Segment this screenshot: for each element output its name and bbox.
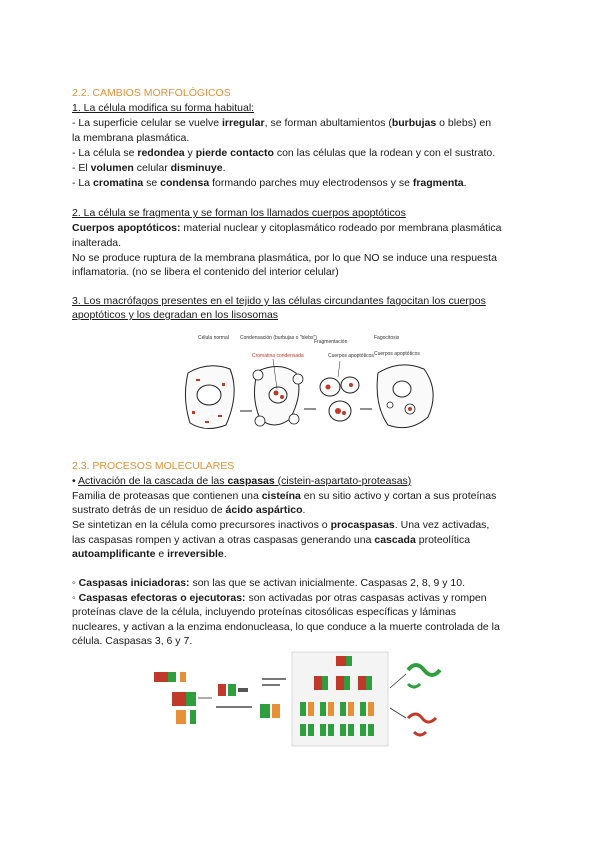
prodomain-block (154, 672, 168, 682)
bullet-irregular: - La superficie celular se vuelve irregular, se forman abultamientos (burbujas o blebs) en (72, 117, 492, 129)
caspase-cascade-figure (150, 648, 448, 750)
item2-line2: inalterada. (72, 237, 122, 249)
apoptosis-morphology-figure (178, 333, 450, 438)
item2-line4: inflamatoria. (no se libera el contenido del interior celular) (72, 266, 339, 278)
normal-cell-drawing (185, 366, 234, 429)
label-condensation: Condensación (burbujas o "blebs") (240, 335, 317, 341)
substrate-cleavage-panel (390, 665, 440, 735)
phagocytosis-drawing (377, 365, 433, 428)
effector-caspases-line4: célula. Caspasas 3, 6 y 7. (72, 635, 193, 647)
family-line3: Se sintetizan en la célula como precursores inactivos o procaspasas. Una vez activadas, (72, 519, 490, 531)
family-line4: las caspasas rompen y activan a otras caspasas generando una cascada proteolítica (72, 534, 471, 546)
bullet-volume: - El volumen celular disminuye. (72, 162, 226, 174)
initiator-caspases: ◦ Caspasas iniciadoras: son las que se activan inicialmente. Caspasas 2, 8, 9 y 10. (72, 577, 466, 589)
item3-line1: 3. Los macrófagos presentes en el tejido y las células circundantes fagocitan los cuerpos (72, 295, 486, 307)
effector-caspases-line1: ◦ Caspasas efectoras o ejecutoras: son activadas por otras caspasas activas y rompen (72, 592, 487, 604)
item3-line2: apoptóticos y los degradan en los lisosomas (72, 309, 279, 321)
caspase-activation-heading: • Activación de la cascada de las caspasas (cistein-aspartato-proteasas) (72, 475, 412, 487)
fragmentation-drawing (320, 361, 359, 421)
label-phagocytosis: Fagocitosis (374, 335, 400, 341)
section-title-morphology: 2.2. CAMBIOS MORFOLÓGICOS (72, 87, 231, 99)
item1-heading: 1. La célula modifica su forma habitual: (72, 102, 255, 114)
label-apoptotic-bodies-1: Cuerpos apoptóticos (328, 353, 374, 359)
bullet-irregular-cont: la membrana plasmática. (72, 132, 190, 144)
label-condensed-chromatin: Cromatina condensada (252, 353, 304, 359)
label-apoptotic-bodies-2: Cuerpos apoptóticos (374, 351, 420, 357)
bullet-rounds: - La célula se redondea y pierde contacto con las células que la rodean y con el sustrato. (72, 147, 496, 159)
label-normal-cell: Célula normal (198, 335, 229, 341)
condensation-cell-drawing (253, 359, 303, 426)
family-line2: sustrato detrás de un residuo de ácido aspártico. (72, 504, 306, 516)
section-title-molecular: 2.3. PROCESOS MOLECULARES (72, 460, 235, 472)
family-line5: autoamplificante e irreversible. (72, 548, 227, 560)
family-line1: Familia de proteasas que contienen una cisteína en su sitio activo y cortan a sus proteínas (72, 490, 497, 502)
bullet-chromatin: - La cromatina se condensa formando parches muy electrodensos y se fragmenta. (72, 177, 467, 189)
effector-caspases-line3: nucleares, y activan a la enzima endonucleasa, lo que conduce a la muerte controlada de la (72, 621, 500, 633)
cascade-grid-panel (292, 652, 388, 746)
effector-caspases-line2: proteínas clave de la célula, incluyendo proteínas citosólicas específicas y láminas (72, 606, 457, 618)
item2-line1: Cuerpos apoptóticos: material nuclear y citoplasmático rodeado por membrana plasmática (72, 222, 502, 234)
procaspase-activation-panel (154, 672, 286, 724)
label-fragmentation: Fragmentación (314, 339, 348, 345)
item2-line3: No se produce ruptura de la membrana plasmática, por lo que NO se induce una respuesta (72, 252, 497, 264)
item2-heading: 2. La célula se fragmenta y se forman los llamados cuerpos apoptóticos (72, 207, 406, 219)
